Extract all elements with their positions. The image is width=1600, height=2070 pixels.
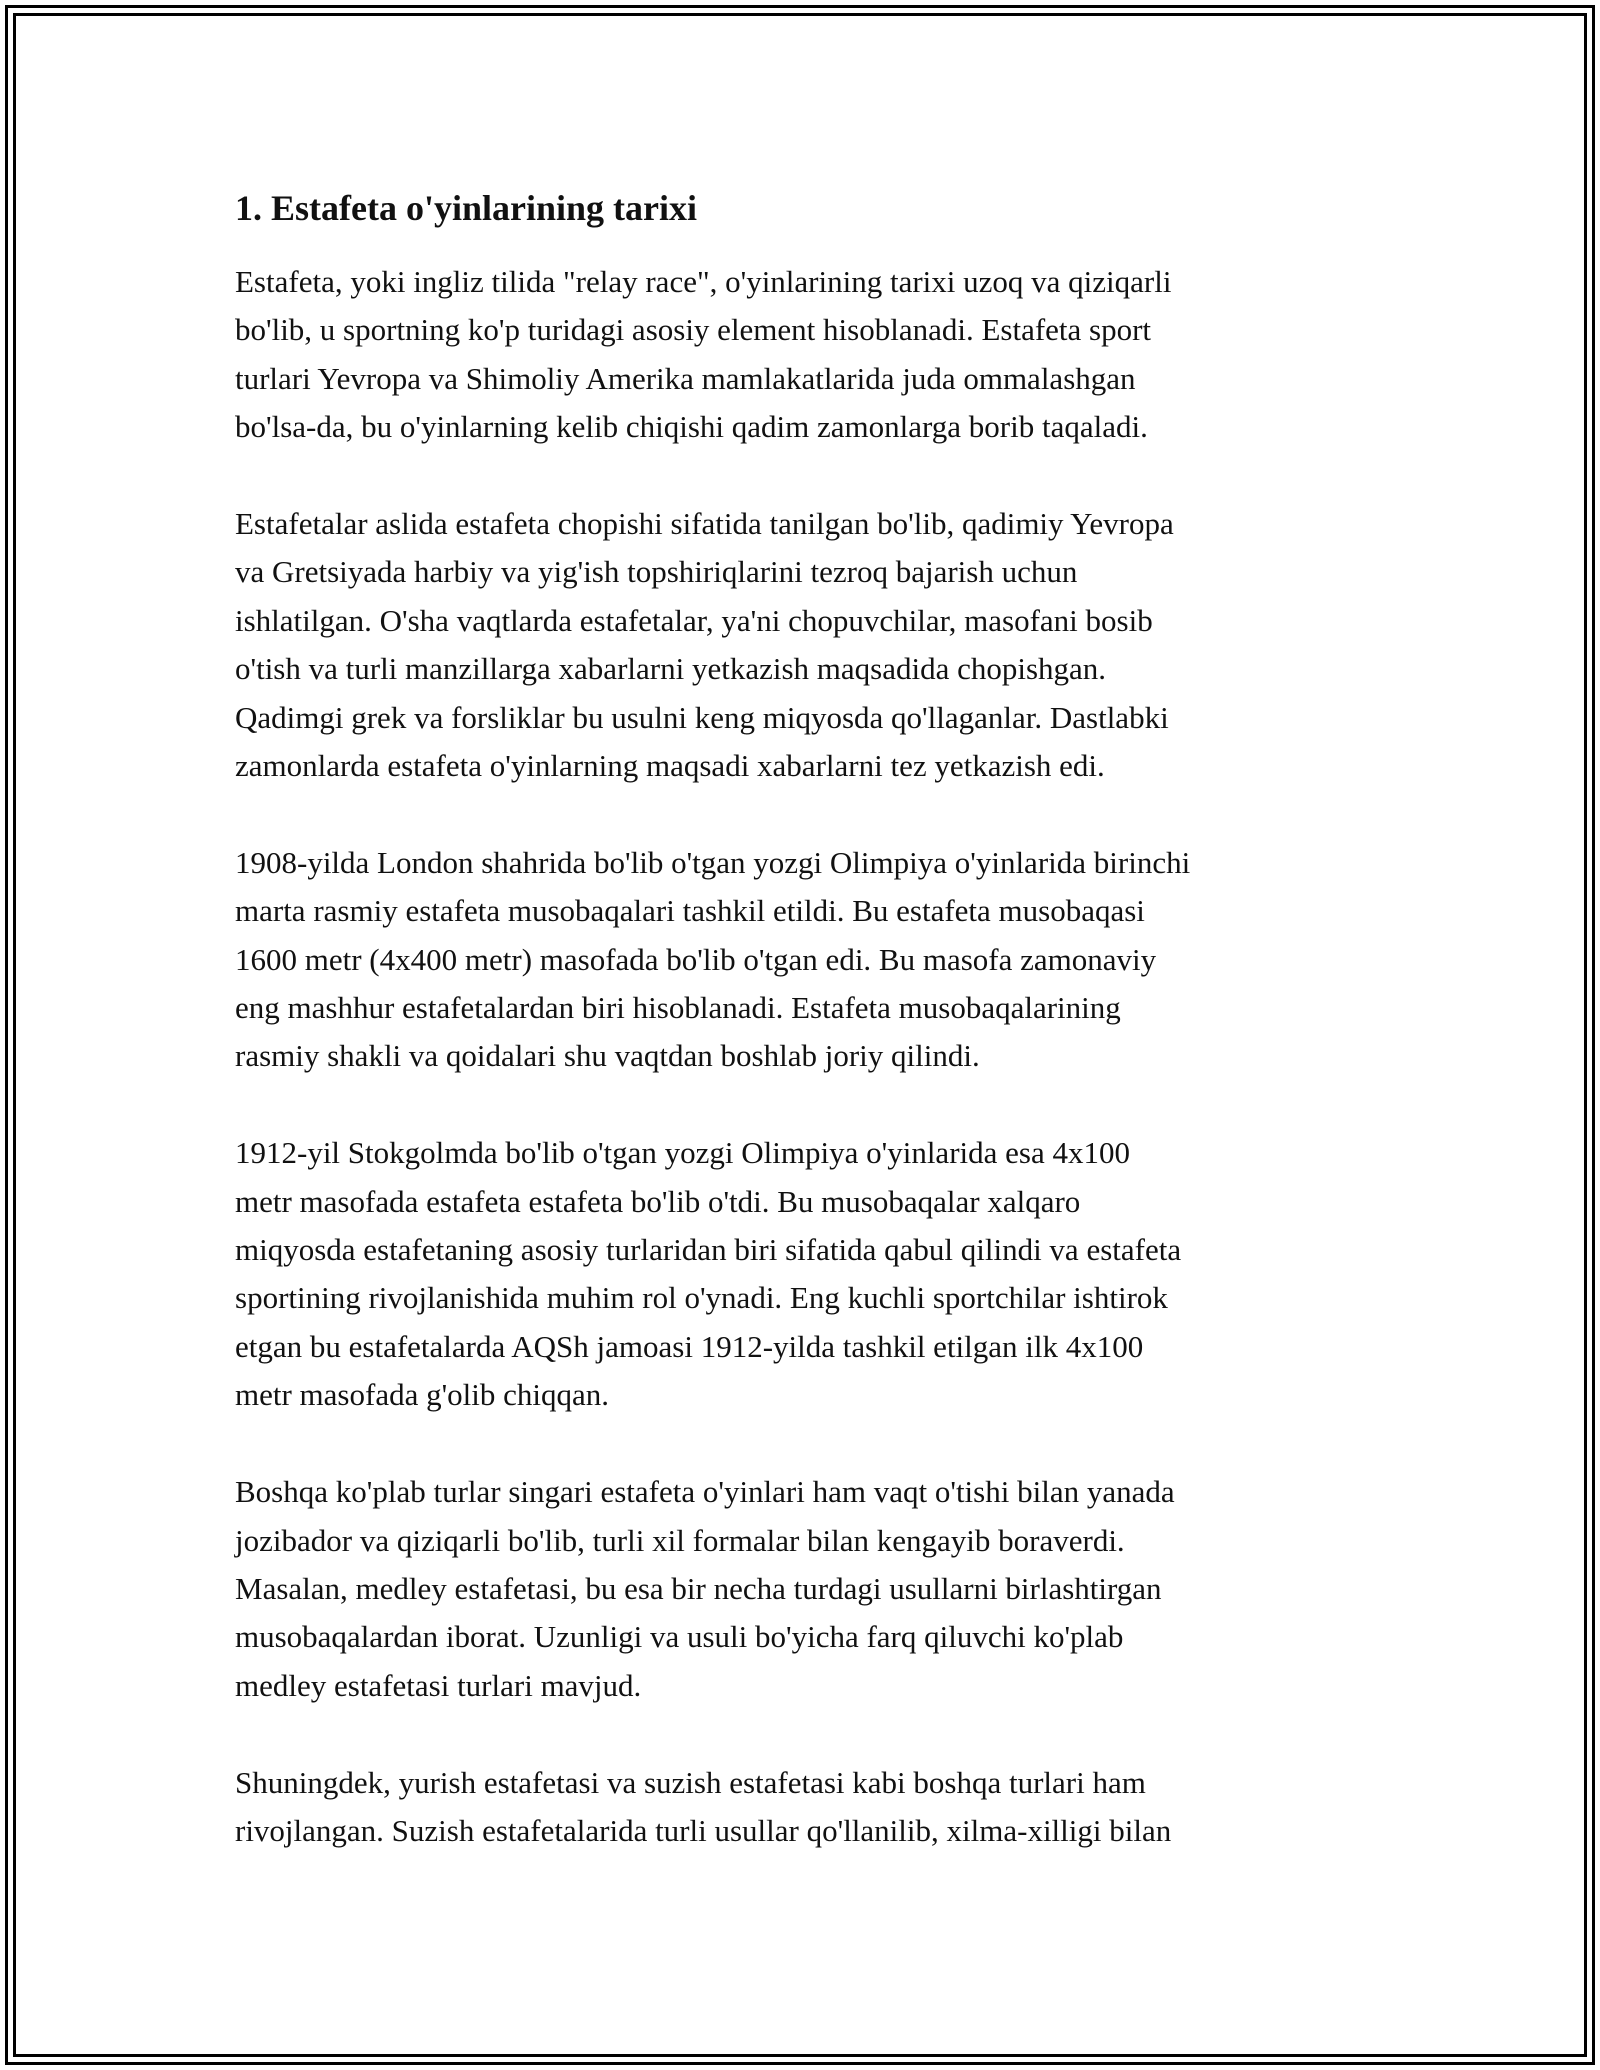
paragraph-list <box>235 258 1385 1855</box>
paragraph-line: Masalan, medley estafetasi, bu esa bir necha turdagi usullarni birlashtirgan <box>235 1570 1162 1606</box>
paragraph-line: etgan bu estafetalarda AQSh jamoasi 1912-yilda tashkil etilgan ilk 4x100 <box>235 1328 1144 1364</box>
paragraph-line: bo'lib, u sportning ko'p turidagi asosiy element hisoblanadi. Estafeta sport <box>235 312 1152 348</box>
paragraph-line: Estafetalar aslida estafeta chopishi sifatida tanilgan bo'lib, qadimiy Yevropa <box>235 506 1174 542</box>
paragraph-line: 1912-yil Stokgolmda bo'lib o'tgan yozgi Olimpiya o'yinlarida esa 4x100 <box>235 1135 1130 1171</box>
paragraph-2 <box>235 500 1385 790</box>
paragraph-line: Shuningdek, yurish estafetasi va suzish estafetasi kabi boshqa turlari ham <box>235 1764 1146 1800</box>
paragraph-line: rasmiy shakli va qoidalari shu vaqtdan boshlab joriy qilindi. <box>235 1038 980 1074</box>
paragraph-line: jozibador va qiziqarli bo'lib, turli xil formalar bilan kengayib boraverdi. <box>235 1522 1125 1558</box>
paragraph-line: 1600 metr (4x400 metr) masofada bo'lib o'tgan edi. Bu masofa zamonaviy <box>235 941 1157 977</box>
page-title: 1. Estafeta o'yinlarining tarixi <box>235 188 697 228</box>
paragraph-line: metr masofada estafeta estafeta bo'lib o'tdi. Bu musobaqalar xalqaro <box>235 1183 1081 1219</box>
paragraph-line: metr masofada g'olib chiqqan. <box>235 1377 610 1413</box>
paragraph-line: Estafeta, yoki ingliz tilida "relay race", o'yinlarining tarixi uzoq va qiziqarli <box>235 264 1172 299</box>
paragraph-line: marta rasmiy estafeta musobaqalari tashkil etildi. Bu estafeta musobaqasi <box>235 893 1145 929</box>
paragraph-line: Qadimgi grek va forsliklar bu usulni keng miqyosda qo'llaganlar. Dastlabki <box>235 699 1169 735</box>
paragraph-line: 1908-yilda London shahrida bo'lib o'tgan yozgi Olimpiya o'yinlarida birinchi <box>235 844 1191 880</box>
paragraph-line: sportining rivojlanishida muhim rol o'ynadi. Eng kuchli sportchilar ishtirok <box>235 1280 1168 1316</box>
paragraph-6 <box>235 1759 1385 1856</box>
paragraph-5 <box>235 1468 1385 1710</box>
document-body <box>235 186 1385 1904</box>
paragraph-line: Boshqa ko'plab turlar singari estafeta o'yinlari ham vaqt o'tishi bilan yanada <box>235 1474 1175 1510</box>
paragraph-line: medley estafetasi turlari mavjud. <box>235 1667 642 1703</box>
paragraph-line: musobaqalardan iborat. Uzunligi va usuli bo'yicha farq qiluvchi ko'plab <box>235 1619 1124 1655</box>
paragraph-line: zamonlarda estafeta o'yinlarning maqsadi xabarlarni tez yetkazish edi. <box>235 748 1105 784</box>
paragraph-line: o'tish va turli manzillarga xabarlarni yetkazish maqsadida chopishgan. <box>235 651 1107 687</box>
paragraph-line: turlari Yevropa va Shimoliy Amerika mamlakatlarida juda ommalashgan <box>235 360 1136 396</box>
paragraph-3 <box>235 839 1385 1081</box>
paragraph-line: rivojlangan. Suzish estafetalarida turli usullar qo'llanilib, xilma-xilligi bilan <box>235 1812 1172 1848</box>
paragraph-4 <box>235 1129 1385 1419</box>
paragraph-line: bo'lsa-da, bu o'yinlarning kelib chiqishi qadim zamonlarga borib taqaladi. <box>235 409 1148 445</box>
paragraph-line: miqyosda estafetaning asosiy turlaridan biri sifatida qabul qilindi va estafeta <box>235 1232 1182 1268</box>
paragraph-line: ishlatilgan. O'sha vaqtlarda estafetalar, ya'ni chopuvchilar, masofani bosib <box>235 602 1153 638</box>
paragraph-1 <box>235 258 1385 452</box>
paragraph-line: eng mashhur estafetalardan biri hisoblanadi. Estafeta musobaqalarining <box>235 990 1121 1026</box>
paragraph-line: va Gretsiyada harbiy va yig'ish topshiriqlarini tezroq bajarish uchun <box>235 554 1078 590</box>
